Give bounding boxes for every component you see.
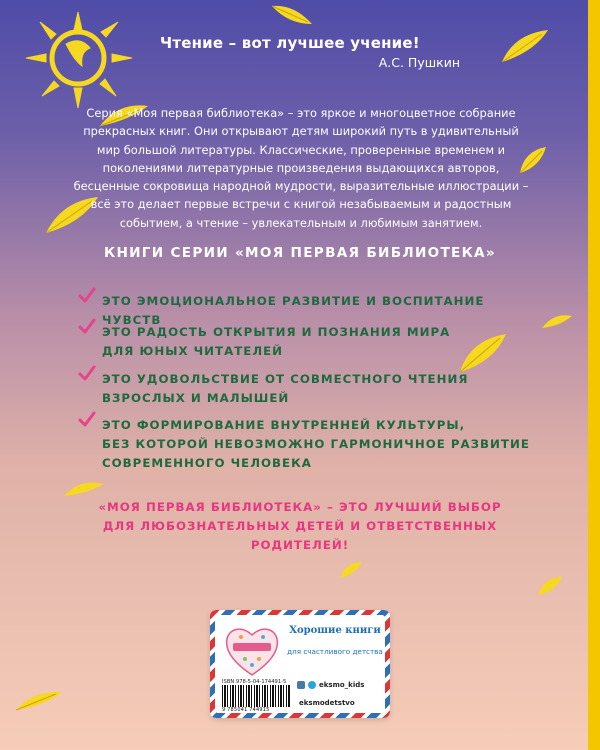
checkmark-icon [78, 287, 96, 305]
section-title: КНИГИ СЕРИИ «МОЯ ПЕРВАЯ БИБЛИОТЕКА» [104, 245, 496, 261]
feather-icon [536, 575, 564, 597]
sticker-headline: Хорошие книги [289, 625, 381, 636]
heart-logo-icon [223, 623, 281, 677]
benefit-text: ЭТО ЭМОЦИОНАЛЬНОЕ РАЗВИТИЕ И ВОСПИТАНИЕ ЧУВСТВ [102, 294, 485, 327]
benefit-text: ЭТО РАДОСТЬ ОТКРЫТИЯ И ПОЗНАНИЯ МИРА ДЛЯ ЮНЫХ ЧИТАТЕЛЕЙ [102, 325, 451, 358]
isbn-text: ISBN 978-5-04-174491-5 [222, 679, 287, 685]
sticker-body [215, 615, 385, 713]
sticker-subline: для счастливого детства [287, 647, 383, 656]
closing-statement: «МОЯ ПЕРВАЯ БИБЛИОТЕКА» – ЭТО ЛУЧШИЙ ВЫБОР ДЛЯ ЛЮБОЗНАТЕЛЬНЫХ ДЕТЕЙ И ОТВЕТСТВЕННЫХ РОДИТЕЛЕЙ! [98, 500, 502, 552]
epigraph [160, 34, 480, 70]
social-handle: eksmo_kids [319, 681, 365, 689]
epigraph-text: Чтение – вот лучшее учение! [160, 34, 420, 52]
barcode [222, 685, 290, 707]
yellow-edge-strip [588, 0, 600, 750]
feather-icon [500, 28, 550, 64]
social-handle: eksmodetstvo [299, 699, 355, 707]
feather-icon [458, 332, 508, 374]
social-links [297, 681, 364, 689]
epigraph-author: А.С. Пушкин [378, 55, 460, 70]
feather-icon [14, 688, 64, 712]
publisher-sticker [210, 610, 390, 718]
feather-icon [270, 2, 314, 28]
feather-icon [338, 560, 364, 580]
feather-icon [62, 478, 106, 498]
checkmark-icon [78, 365, 96, 383]
telegram-icon [308, 681, 316, 689]
barcode-number: 9 785041 744915 [222, 707, 270, 713]
checkmark-icon [78, 318, 96, 336]
vk-icon [297, 681, 305, 689]
benefit-text: ЭТО УДОВОЛЬСТВИЕ ОТ СОВМЕСТНОГО ЧТЕНИЯ ВЗРОСЛЫХ И МАЛЫШЕЙ [102, 372, 469, 405]
benefit-text: ЭТО ФОРМИРОВАНИЕ ВНУТРЕННЕЙ КУЛЬТУРЫ, БЕЗ КОТОРОЙ НЕВОЗМОЖНО ГАРМОНИЧНОЕ РАЗВИТИЕ СОВРЕМЕННОГО ЧЕЛОВЕКА [102, 418, 530, 470]
checkmark-icon [78, 411, 96, 429]
series-description: Серия «Моя первая библиотека» – это яркое и многоцветное собрание прекрасных книг. Они открывают детям широкий путь в удивительный мир большой литературы. Классические, проверенные временем и поколениями литературные произведения выдающихся авторов, бесценные сокровища народной мудрости, выразительные иллюстрации – всё это делает первые встречи с книгой незабываемым и радостным событием, а чтение – увлекательным и любимым занятием. [73, 106, 529, 230]
